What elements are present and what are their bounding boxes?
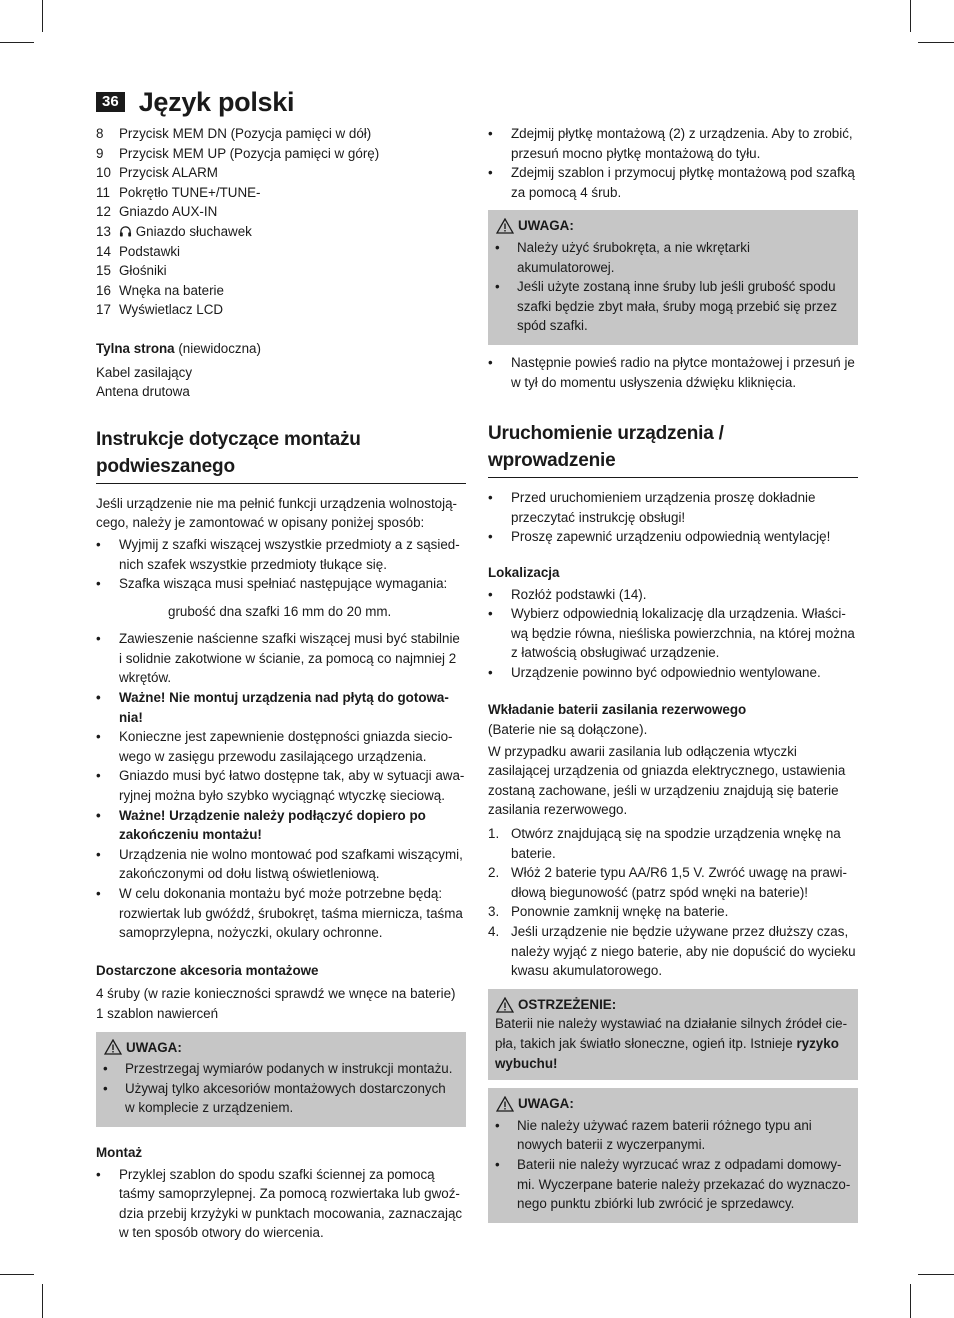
list-item: 4. Jeśli urządzenie nie będzie używane przez dłuższy czas, należy wyjąć z niego baterie, aby nie dopuścić do wycieku kwasu akumulatorowego. bbox=[488, 924, 856, 979]
list-item: • Należy użyć śrubokręta, a nie wkrętarki akumulatorowej. bbox=[495, 238, 851, 277]
list-item: • Przestrzegaj wymiarów podanych w instrukcji montażu. bbox=[103, 1059, 459, 1079]
list-item: • Ważne! Nie montuj urządzenia nad płytą do gotowa-nia! bbox=[96, 688, 466, 727]
battery-steps bbox=[488, 824, 858, 981]
section-heading-startup: Uruchomienie urządzenia / wprowadzenie bbox=[488, 420, 858, 478]
mount-intro: Jeśli urządzenie nie ma pełnić funkcji urządzenia wolnostoją-cego, należy je zamontować w opisany poniżej sposób: bbox=[96, 495, 457, 531]
warning-note-box bbox=[488, 210, 858, 345]
list-item: • Baterii nie należy wyrzucać wraz z odpadami domowy-mi. Wyczerpane baterie należy przekazać do wyznaczo-nego punktu zbiórki lub zwrócić je sprzedawcy. bbox=[495, 1155, 851, 1214]
crop-mark bbox=[42, 0, 43, 32]
accessory-item: 4 śruby (w razie konieczności sprawdź we wnęce na baterie) bbox=[96, 986, 456, 1002]
list-item: • Ważne! Urządzenie należy podłączyć dopiero po zakończeniu montażu! bbox=[96, 806, 466, 845]
mount-steps-list bbox=[488, 353, 858, 392]
list-item: 12 Gniazdo AUX-IN bbox=[96, 204, 218, 220]
list-item: • Wyjmij z szafki wiszącej wszystkie przedmioty a z sąsied-nich szafek wszystkie przedmioty tłukące się. bbox=[96, 535, 466, 574]
crop-mark bbox=[0, 1274, 34, 1275]
list-item: • Używaj tylko akcesoriów montażowych dostarczonych w komplecie z urządzeniem. bbox=[103, 1079, 459, 1118]
list-item: 17 Wyświetlacz LCD bbox=[96, 302, 224, 318]
crop-mark bbox=[42, 1284, 43, 1318]
list-item: • Wybierz odpowiednią lokalizację dla urządzenia. Właści-wą będzie równa, nieśliska powierzchnia, na której można z łatwością obsługiwać urządzenie. bbox=[488, 604, 858, 663]
back-item: Antena drutowa bbox=[96, 384, 190, 400]
note-list bbox=[495, 1116, 851, 1214]
list-item: • Rozłóż podstawki (14). bbox=[488, 585, 858, 605]
danger-note-box bbox=[488, 989, 858, 1080]
startup-list bbox=[488, 488, 858, 547]
accessories-heading: Dostarczone akcesoria montażowe bbox=[96, 962, 319, 978]
warning-icon bbox=[496, 218, 514, 234]
list-item: • Gniazdo musi być łatwo dostępne tak, aby w sytuacji awa-ryjnej można było szybko wyciągnąć wtyczkę sieciową. bbox=[96, 766, 466, 805]
crop-mark bbox=[0, 42, 34, 43]
list-item: 14 Podstawki bbox=[96, 243, 181, 259]
warning-note-box bbox=[96, 1032, 466, 1127]
note-title: UWAGA: bbox=[495, 216, 851, 236]
list-item: 11 Pokrętło TUNE+/TUNE- bbox=[96, 184, 261, 200]
list-item: • Szafka wisząca musi spełniać następujące wymagania: bbox=[96, 574, 466, 594]
note-title: UWAGA: bbox=[103, 1038, 459, 1058]
section-heading-mounting: Instrukcje dotyczące montażu podwieszanego bbox=[96, 426, 466, 484]
list-item: 16 Wnęka na baterie bbox=[96, 282, 224, 298]
list-item: 10 Przycisk ALARM bbox=[96, 165, 218, 181]
list-item: • W celu dokonania montażu być może potrzebne będą: rozwiertak lub gwóźdź, śrubokręt, taśma miernicza, taśma samoprzylepna, nożyczki, okulary ochronne. bbox=[96, 884, 466, 943]
list-item: • Jeśli użyte zostaną inne śruby lub jeśli grubość spodu szafki będzie zbyt mała, śruby mogą przebić się przez spód szafki. bbox=[495, 277, 851, 336]
list-item: 15 Głośniki bbox=[96, 263, 167, 279]
battery-paragraph: W przypadku awarii zasilania lub odłączenia wtyczki zasilającej urządzenia od gniazda elektrycznego, ustawienia zostaną zachowane, jeśli w urządzeniu znajdują się baterie zasilania rezerwowego. bbox=[488, 743, 846, 818]
warning-icon bbox=[496, 997, 514, 1013]
list-item: • Przyklej szablon do spodu szafki ściennej za pomocą taśmy samoprzylepnej. Za pomocą rozwiertaka lub gwoź-dzia przebij krzyżyki w punktach mocowania, zaznaczając w ten sposób otwory do wiercenia. bbox=[96, 1165, 466, 1243]
mount-requirement: grubość dna szafki 16 mm do 20 mm. bbox=[168, 603, 392, 619]
list-item: • Proszę zapewnić urządzeniu odpowiednią wentylację! bbox=[488, 527, 858, 547]
list-item: • Przed uruchomieniem urządzenia proszę dokładnie przeczytać instrukcję obsługi! bbox=[488, 488, 858, 527]
list-item: • Zdejmij płytkę montażową (2) z urządzenia. Aby to zrobić, przesuń mocno płytkę montażową do tyłu. bbox=[488, 124, 858, 163]
location-heading: Lokalizacja bbox=[488, 564, 560, 580]
page-header bbox=[96, 84, 294, 120]
back-side-label: Tylna strona (niewidoczna) bbox=[96, 340, 261, 356]
warning-icon bbox=[104, 1039, 122, 1055]
note-title: OSTRZEŻENIE: bbox=[495, 995, 851, 1015]
crop-mark bbox=[918, 1274, 954, 1275]
list-item: • Następnie powieś radio na płytce montażowej i przesuń je w tył do momentu usłyszenia dźwięku kliknięcia. bbox=[488, 353, 858, 392]
crop-mark bbox=[910, 0, 911, 32]
list-item: • Urządzenie powinno być odpowiednio wentylowane. bbox=[488, 663, 858, 683]
mount-list bbox=[96, 629, 466, 943]
warning-note-box bbox=[488, 1088, 858, 1223]
right-column bbox=[488, 124, 858, 1231]
list-item: 9 Przycisk MEM UP (Pozycja pamięci w górę) bbox=[96, 145, 380, 161]
page-title: Język polski bbox=[138, 86, 295, 117]
list-item: 2. Włóż 2 baterie typu AA/R6 1,5 V. Zwróć uwagę na prawi-dłową biegunowość (patrz spód wnęki na baterie)! bbox=[488, 865, 847, 900]
back-item: Kabel zasilający bbox=[96, 364, 193, 380]
list-item: • Konieczne jest zapewnienie dostępności gniazda siecio-wego w zasięgu przewodu zasilającego urządzenia. bbox=[96, 727, 466, 766]
crop-mark bbox=[918, 42, 954, 43]
list-item: • Urządzenia nie wolno montować pod szafkami wiszącymi, zakończonymi od dołu listwą oświetleniową. bbox=[96, 845, 466, 884]
page-number: 36 bbox=[96, 92, 125, 112]
list-item: • Nie należy używać razem baterii różnego typu ani nowych baterii z wyczerpanymi. bbox=[495, 1116, 851, 1155]
list-item: 8 Przycisk MEM DN (Pozycja pamięci w dół) bbox=[96, 126, 372, 141]
montaz-heading: Montaż bbox=[96, 1144, 143, 1160]
warning-text: Baterii nie należy wystawiać na działanie silnych źródeł cie-pła, takich jak światło słoneczne, ogień itp. Istnieje ryzyko wybuchu! bbox=[495, 1016, 848, 1071]
note-list bbox=[495, 238, 851, 336]
mount-list bbox=[96, 535, 466, 594]
list-item: 1. Otwórz znajdującą się na spodzie urządzenia wnękę na baterie. bbox=[488, 826, 841, 861]
left-column bbox=[96, 124, 466, 1245]
note-title: UWAGA: bbox=[495, 1094, 851, 1114]
list-item: • Zawieszenie naścienne szafki wiszącej musi być stabilnie i solidnie zakotwione w ścianie, za pomocą co najmniej 2 wkrętów. bbox=[96, 629, 466, 688]
parts-list bbox=[96, 124, 466, 320]
crop-mark bbox=[910, 1284, 911, 1318]
mount-steps-list bbox=[488, 124, 858, 202]
accessory-item: 1 szablon nawierceń bbox=[96, 1005, 219, 1021]
battery-note: (Baterie nie są dołączone). bbox=[488, 722, 648, 738]
warning-icon bbox=[496, 1096, 514, 1112]
list-item: 13 Gniazdo słuchawek bbox=[96, 223, 252, 239]
location-list bbox=[488, 585, 858, 683]
montaz-list bbox=[96, 1165, 466, 1243]
note-list bbox=[103, 1059, 459, 1118]
battery-heading: Wkładanie baterii zasilania rezerwowego bbox=[488, 702, 747, 718]
list-item: 3. Ponownie zamknij wnękę na baterie. bbox=[488, 904, 729, 920]
list-item: • Zdejmij szablon i przymocuj płytkę montażową pod szafką za pomocą 4 śrub. bbox=[488, 163, 858, 202]
headphone-icon bbox=[119, 225, 132, 237]
